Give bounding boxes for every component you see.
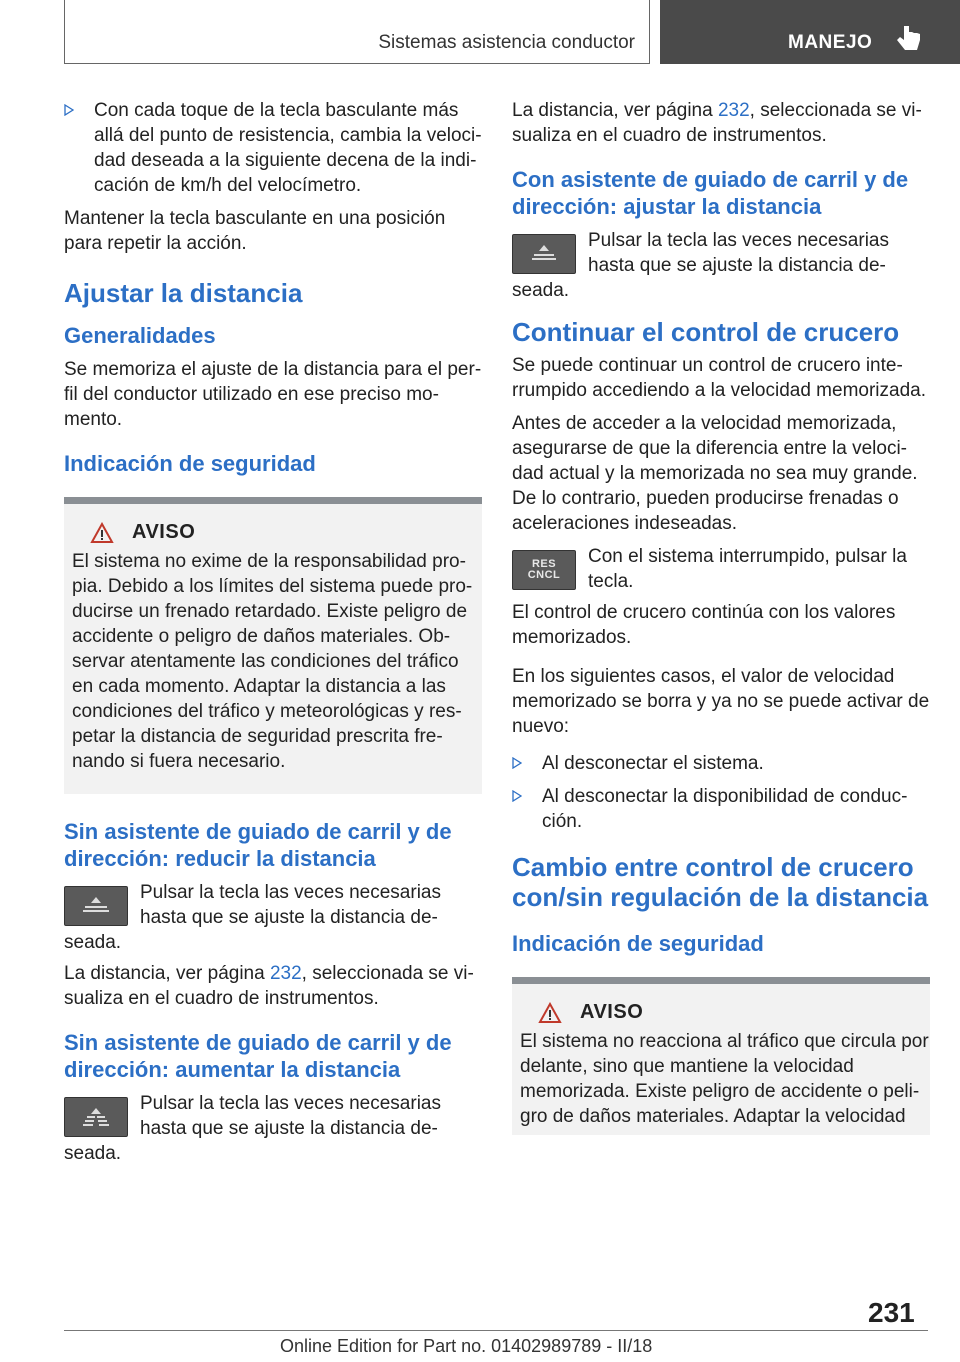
paragraph: En los siguientes casos, el valor de velocidad memorizado se borra y ya no se puede activar de nuevo:: [512, 666, 930, 737]
bullet-triangle-icon: [64, 104, 74, 116]
distance-increase-button-icon: [64, 1097, 128, 1137]
footer-divider: [64, 1330, 928, 1331]
heading-generalidades: Generalidades: [64, 323, 216, 348]
footer-edition: Online Edition for Part no. 01402989789 - II/18: [280, 1336, 653, 1356]
heading-indicacion-seguridad: Indicación de seguridad: [64, 451, 316, 476]
heading-continuar-control: Continuar el control de crucero: [512, 317, 900, 347]
paragraph: Mantener la tecla basculante en una posición para repetir la acción.: [64, 208, 446, 254]
hand-pointer-icon: [892, 22, 924, 54]
paragraph: La distancia, ver página 232, seleccionada se vi-sualiza en el cuadro de instrumentos.: [512, 100, 922, 146]
warning-title: AVISO: [580, 1001, 644, 1023]
instruction-con-asistente: Pulsar la tecla las veces necesarias hasta que se ajuste la distancia de-seada.: [512, 230, 889, 301]
chapter-tab: [660, 0, 960, 64]
warning-text: El sistema no reacciona al tráfico que circula por delante, sino que mantiene la velocidad memorizada. Existe peligro de accidente o peli-gro de daños materiales. Adaptar la velocidad: [520, 1031, 929, 1127]
warning-triangle-icon: [90, 522, 114, 544]
warning-text: El sistema no exime de la responsabilidad pro-pia. Debido a los límites del sistema puede pro-ducirse un frenado retardado. Existe peligro de accidente o peligro de daños materiales. Ob-servar atentamente las condiciones del tráfico en cada momento. Adaptar la distancia a las condiciones del tráfico y meteorológicas y res-petar la distancia de seguridad prescrita fre-nando si fuera necesario.: [72, 551, 473, 772]
left-column: [64, 98, 482, 1172]
warning-triangle-icon: [538, 1002, 562, 1024]
section-tab: [64, 0, 650, 64]
instruction-res: RES CNCL Con el sistema interrumpido, pulsar la tecla.: [512, 544, 930, 594]
page-number: 231: [868, 1297, 915, 1328]
distance-adjust-button-icon: [512, 234, 576, 274]
heading-reducir-distancia: Sin asistente de guiado de carril y de dirección: reducir la distancia: [64, 819, 452, 871]
instruction-reducir: Pulsar la tecla las veces necesarias hasta que se ajuste la distancia de-seada.: [64, 882, 441, 953]
heading-ajustar-distancia: Ajustar la distancia: [64, 278, 303, 308]
paragraph: Se memoriza el ajuste de la distancia para el per-fil del conductor utilizado en ese preciso mo-mento.: [64, 359, 482, 430]
heading-aumentar-distancia: Sin asistente de guiado de carril y de dirección: aumentar la distancia: [64, 1030, 452, 1082]
heading-cambio-control: Cambio entre control de crucero con/sin regulación de la distancia: [512, 852, 929, 912]
page-link[interactable]: 232: [269, 963, 302, 984]
paragraph: Se puede continuar un control de crucero inte-rrumpido accediendo a la velocidad memorizada.: [512, 355, 927, 401]
warning-title: AVISO: [132, 521, 196, 543]
paragraph: La distancia, ver página 232, seleccionada se vi-sualiza en el cuadro de instrumentos.: [64, 963, 474, 1009]
list-item: Al desconectar el sistema.: [512, 751, 930, 776]
list-item: Al desconectar la disponibilidad de conduc-ción.: [512, 784, 930, 834]
heading-indicacion-seguridad: Indicación de seguridad: [512, 931, 764, 956]
paragraph: El control de crucero continúa con los valores memorizados.: [512, 602, 896, 648]
page-header: [0, 0, 960, 66]
section-title: Sistemas asistencia conductor: [378, 32, 635, 53]
bullet-triangle-icon: [512, 757, 522, 769]
bullet-triangle-icon: [512, 790, 522, 802]
distance-reduce-button-icon: [64, 886, 128, 926]
paragraph: Antes de acceder a la velocidad memorizada, asegurarse de que la diferencia entre la veloci-dad actual y la memorizada no sea muy grande. De lo contrario, pueden producirse frenadas o aceleraciones indeseadas.: [512, 413, 918, 534]
list-item: Con cada toque de la tecla basculante más allá del punto de resistencia, cambia la veloci-dad deseada a la siguiente decena de la indi-cación de km/h del velocímetro.: [64, 98, 482, 198]
right-column: [512, 98, 930, 1135]
page-link[interactable]: 232: [717, 100, 750, 121]
heading-con-asistente: Con asistente de guiado de carril y de dirección: ajustar la distancia: [512, 167, 909, 219]
instruction-aumentar: Pulsar la tecla las veces necesarias hasta que se ajuste la distancia de-seada.: [64, 1093, 441, 1164]
warning-box: [512, 977, 930, 1135]
chapter-title: MANEJO: [788, 32, 873, 53]
warning-box: [64, 497, 482, 794]
res-cncl-button-icon: RES CNCL: [512, 550, 576, 590]
